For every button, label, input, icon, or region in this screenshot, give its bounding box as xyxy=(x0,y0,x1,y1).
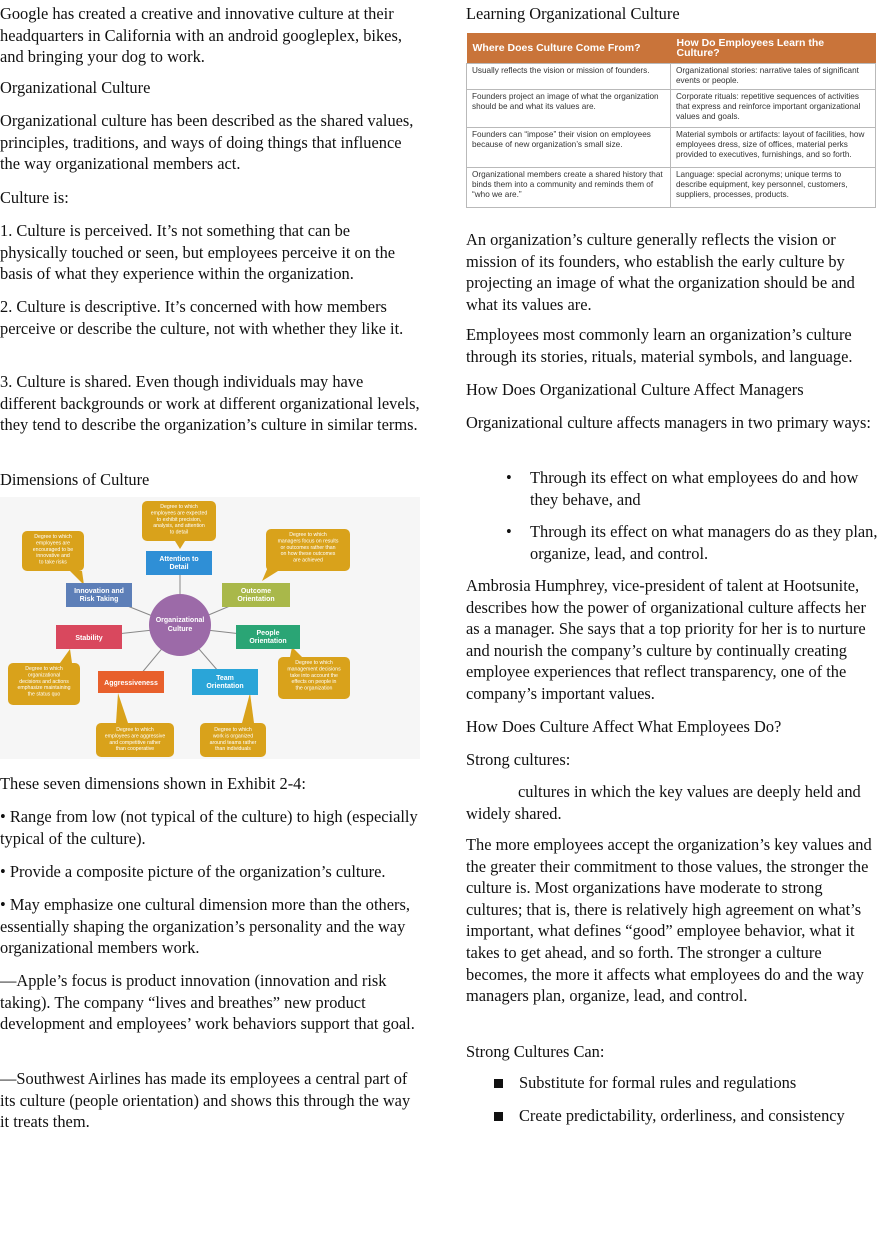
dimension-stability xyxy=(56,625,122,649)
table-header-row xyxy=(467,33,876,64)
bullet-emphasize: • May emphasize one cultural dimension more than the others, essentially shaping the organization’s personality and the way organizational members work. xyxy=(0,895,410,958)
strong-cultures-label: Strong cultures: xyxy=(466,750,571,769)
learn-paragraph: Employees most commonly learn an organization’s culture through its stories, rituals, material symbols, and language. xyxy=(466,325,853,366)
diagram-label-line: Detail xyxy=(169,564,189,571)
diagram-label-line: and competitive rather xyxy=(109,739,161,746)
diagram-label-line: emphasize maintaining xyxy=(17,685,71,692)
definition-paragraph: Organizational culture has been described as the shared values, principles, traditions, and ways of doing things that influence the way organizational members act. xyxy=(0,111,414,174)
table-cell: Organizational stories: narrative tales of significant events or people. xyxy=(671,64,876,90)
diagram-label-line: to detail xyxy=(169,529,189,536)
heading-learning: Learning Organizational Culture xyxy=(466,4,680,23)
callout-stability xyxy=(8,649,80,705)
southwest-example: —Southwest Airlines has made its employees a central part of its culture (people orientation) and shows this through the way it treats them. xyxy=(0,1069,411,1132)
table-cell: Language: special acronyms; unique terms to describe equipment, key personnel, customers, suppliers, processes, products. xyxy=(671,168,876,208)
dimension-team-orientation xyxy=(192,669,258,695)
bullet-managers: Through its effect on what managers do as they plan, organize, lead, and control. xyxy=(530,522,878,563)
svg-text:Degree to whichwork is organiz xyxy=(210,727,257,752)
diagram-label-line: Team xyxy=(216,675,234,682)
bullet-range: • Range from low (not typical of the culture) to high (especially typical of the culture). xyxy=(0,807,418,848)
heading-organizational-culture: Organizational Culture xyxy=(0,78,151,97)
diagram-label-line: Culture xyxy=(167,626,193,633)
bullet-dot: • xyxy=(506,522,512,541)
table-header: How Do Employees Learn the Culture? xyxy=(671,33,876,64)
diagram-label-line: Orientation xyxy=(249,638,287,645)
table-row xyxy=(467,128,876,168)
svg-text:Aggressiveness xyxy=(104,680,158,687)
two-ways-paragraph: Organizational culture affects managers in two primary ways: xyxy=(466,413,871,432)
diagram-label-line: organizational xyxy=(27,672,61,679)
svg-text:OutcomeOrientation xyxy=(237,588,274,603)
diagram-label-line: employees are aggressive xyxy=(104,733,166,740)
diagram-label-line: Outcome xyxy=(240,588,272,595)
diagram-label-line: Degree to which xyxy=(160,504,198,510)
diagram-label-line: Organizational xyxy=(155,617,205,624)
callout-team xyxy=(200,693,266,757)
diagram-label-line: Stability xyxy=(75,635,103,642)
dimensions-diagram xyxy=(0,497,420,759)
table-cell: Corporate rituals: repetitive sequences of activities that express and reinforce important organizational values and goals. xyxy=(671,90,876,128)
diagram-label-line: Orientation xyxy=(237,596,275,603)
square-bullet xyxy=(494,1072,503,1094)
point-descriptive: 2. Culture is descriptive. It’s concerned with how members perceive or describe the culture, not with whether they like it. xyxy=(0,297,404,338)
diagram-label-line: Degree to which xyxy=(295,660,333,666)
diagram-label-line: or outcomes rather than xyxy=(280,544,336,551)
apple-example: —Apple’s focus is product innovation (innovation and risk taking). The company “lives and breathes” new product development and employees’ work behaviors support that goal. xyxy=(0,971,415,1034)
svg-text:Stability xyxy=(75,635,102,642)
culture-is-label: Culture is: xyxy=(0,188,69,207)
diagram-label-line: than individuals xyxy=(215,746,251,753)
callout-people xyxy=(278,647,350,699)
table-row xyxy=(467,90,876,128)
center-organizational-culture xyxy=(149,594,211,656)
strong-cultures-can: Strong Cultures Can: xyxy=(466,1042,605,1061)
diagram-label-line: Risk Taking xyxy=(79,596,119,603)
dimension-attention-to-detail xyxy=(146,551,212,575)
table-cell: Founders can “impose” their vision on employees because of new organization’s small size. xyxy=(467,128,671,168)
bullet-employees: Through its effect on what employees do and how they behave, and xyxy=(530,468,859,509)
diagram-label-line: People xyxy=(256,630,280,637)
diagram-label-line: Degree to which xyxy=(34,534,72,540)
diagram-label-line: managers focus on results xyxy=(277,538,339,545)
callout-attention xyxy=(142,501,216,549)
diagram-label-line: Aggressiveness xyxy=(104,680,158,687)
table-row xyxy=(467,64,876,90)
dimension-outcome-orientation xyxy=(222,583,290,607)
point-perceived: 1. Culture is perceived. It’s not something that can be physically touched or seen, but employees perceive it on the basis of what they experience within the organization. xyxy=(0,221,396,284)
diagram-label-line: Degree to which xyxy=(214,727,252,733)
bullet-composite: • Provide a composite picture of the organization’s culture. xyxy=(0,862,386,881)
dimension-innovation-risk xyxy=(66,583,132,607)
diagram-label-line: Degree to which xyxy=(289,532,327,538)
more-employees-paragraph: The more employees accept the organization’s key values and the greater their commitment to those values, the stronger the culture is. Most organizations have moderate to strong cultures; that is, there is relatively high agreement on what’s important, what defines “good” employee behavior, what it takes to get ahead, and so forth. The stronger a culture becomes, the more it affects what employees do and the way managers plan, organize, lead, and control. xyxy=(466,835,872,1006)
diagram-label-line: around teams rather xyxy=(209,739,257,746)
diagram-label-line: innovative and xyxy=(36,553,70,560)
bullet-predictability: Create predictability, orderliness, and consistency xyxy=(519,1106,845,1125)
diagram-label-line: on how these outcomes xyxy=(280,551,336,558)
callout-aggressiveness xyxy=(96,693,174,757)
table-cell: Organizational members create a shared history that binds them into a community and reminds them of “who we are.” xyxy=(467,168,671,208)
table-cell: Usually reflects the vision or mission of founders. xyxy=(467,64,671,90)
diagram-label-line: the organization xyxy=(295,685,333,692)
diagram-label-line: employees are xyxy=(35,540,71,547)
diagram-label-line: the status quo xyxy=(27,691,61,698)
diagram-label-line: Degree to which xyxy=(25,666,63,672)
callout-outcome xyxy=(262,529,350,581)
callout-innovation xyxy=(22,531,84,585)
ambrosia-paragraph: Ambrosia Humphrey, vice-president of talent at Hootsunite, describes how the power of organizational culture affects her as a manager. She says that a top priority for her is to nurture and nourish the company’s culture by continually creating employee experiences that reflect transparency, one of the company’s important values. xyxy=(466,576,866,703)
svg-text:Innovation andRisk Taking xyxy=(74,588,124,603)
point-shared: 3. Culture is shared. Even though individuals may have different backgrounds or work at different organizational levels, they tend to describe the organization’s culture in similar terms. xyxy=(0,372,420,435)
heading-affect-managers: How Does Organizational Culture Affect Managers xyxy=(466,380,804,399)
diagram-label-line: employees are expected xyxy=(150,510,208,517)
culture-table xyxy=(466,33,876,208)
table-cell: Material symbols or artifacts: layout of facilities, how employees dress, size of offices, material perks provided to executives, furnishings, and so forth. xyxy=(671,128,876,168)
diagram-label-line: analysis, and attention xyxy=(153,523,205,530)
diagram-label-line: management decisions xyxy=(287,666,341,673)
diagram-label-line: work is organized xyxy=(212,733,254,740)
diagram-label-line: decisions and actions xyxy=(19,678,69,685)
heading-dimensions: Dimensions of Culture xyxy=(0,470,150,489)
diagram-label-line: are achieved xyxy=(293,557,323,564)
bullet-substitute: Substitute for formal rules and regulations xyxy=(519,1073,797,1092)
diagram-label-line: than cooperative xyxy=(115,746,155,753)
seven-dimensions-intro: These seven dimensions shown in Exhibit 2-4: xyxy=(0,774,306,793)
diagram-label-line: Innovation and xyxy=(74,588,124,595)
intro-paragraph: Google has created a creative and innovative culture at their headquarters in California with an android googleplex, bikes, and bringing your dog to work. xyxy=(0,4,402,67)
table-row xyxy=(467,168,876,208)
diagram-label-line: Orientation xyxy=(206,683,244,690)
strong-cultures-definition: cultures in which the key values are deeply held and widely shared. xyxy=(466,782,861,823)
dimension-people-orientation xyxy=(236,625,300,649)
diagram-label-line: Degree to which xyxy=(116,727,154,733)
diagram-label-line: encouraged to be xyxy=(32,546,74,553)
dimension-aggressiveness xyxy=(98,671,164,693)
table-cell: Founders project an image of what the organization should be and what its values are. xyxy=(467,90,671,128)
square-bullet xyxy=(494,1105,503,1127)
heading-employees: How Does Culture Affect What Employees Do? xyxy=(466,717,782,736)
diagram-label-line: effects on people in xyxy=(291,679,337,686)
diagram-label-line: Attention to xyxy=(159,556,199,563)
diagram-label-line: to exhibit precision, xyxy=(156,516,202,523)
table-header: Where Does Culture Come From? xyxy=(467,33,671,64)
diagram-label-line: take into account the xyxy=(290,672,338,679)
bullet-dot: • xyxy=(506,468,512,487)
diagram-label-line: to take risks xyxy=(39,559,67,566)
vision-paragraph: An organization’s culture generally reflects the vision or mission of its founders, who establish the early culture by projecting an image of what the organization should be and what its values are. xyxy=(466,230,855,314)
